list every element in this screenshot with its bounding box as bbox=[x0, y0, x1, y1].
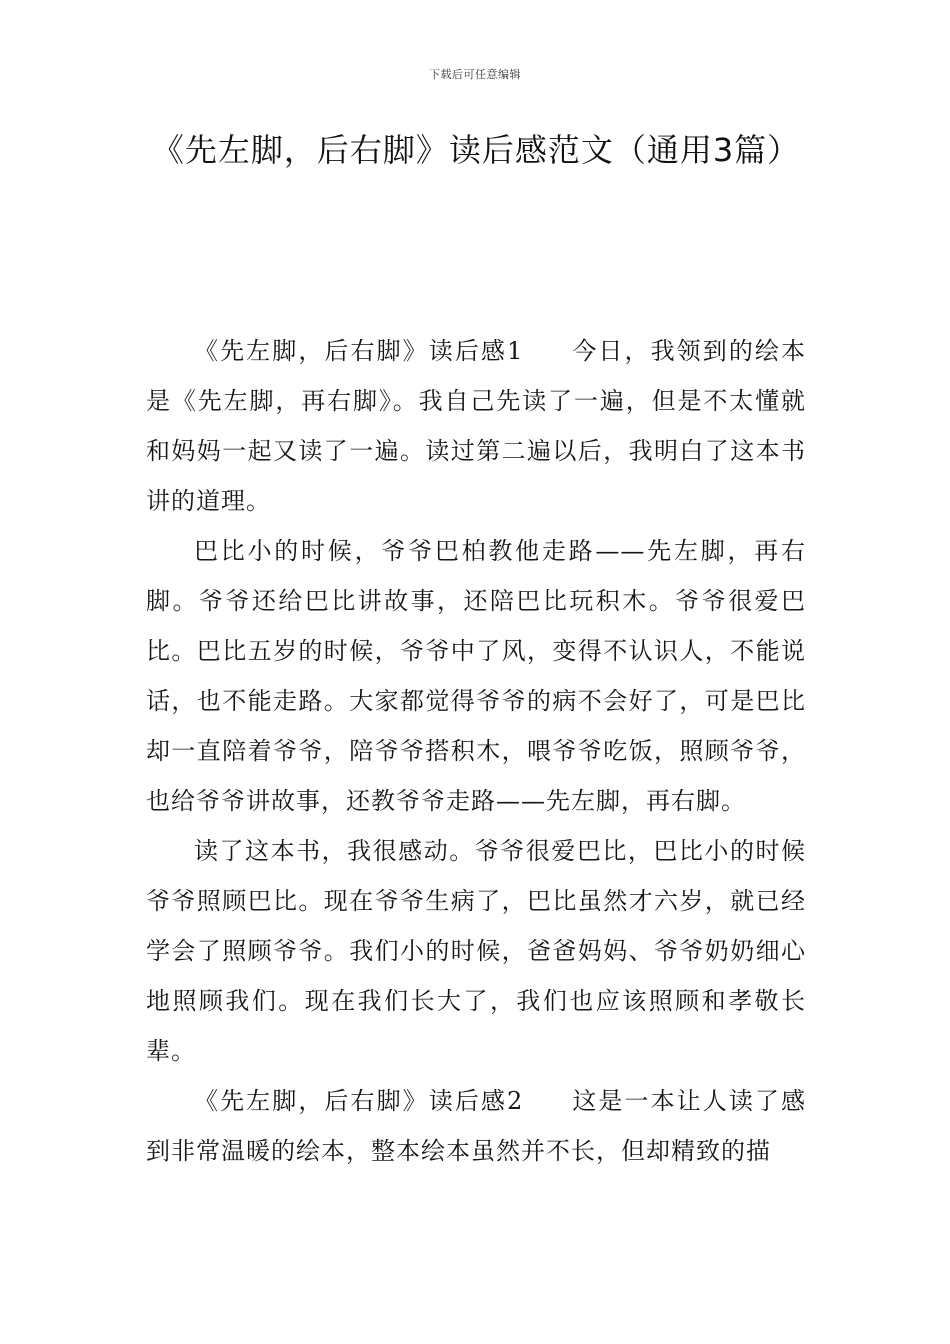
document-body bbox=[146, 326, 806, 1176]
paragraph-text: 今日，我领到的绘本是《先左脚，再右脚》。我自己先读了一遍，但是不太懂就和妈妈一起又读了一遍。读过第二遍以后，我明白了这本书讲的道理。 bbox=[146, 337, 807, 515]
section-heading: 《先左脚，后右脚》读后感2 bbox=[194, 1087, 524, 1115]
body-paragraph bbox=[146, 326, 806, 526]
body-paragraph bbox=[146, 526, 806, 826]
section-heading: 《先左脚，后右脚》读后感1 bbox=[194, 337, 524, 365]
header-note: 下载后可任意编辑 bbox=[429, 68, 521, 81]
paragraph-text: 读了这本书，我很感动。爷爷很爱巴比，巴比小的时候爷爷照顾巴比。现在爷爷生病了，巴比虽然才六岁，就已经学会了照顾爷爷。我们小的时候，爸爸妈妈、爷爷奶奶细心地照顾我们。现在我们长大了，我们也应该照顾和孝敬长辈。 bbox=[146, 837, 806, 1065]
document-title: 《先左脚，后右脚》读后感范文（通用3篇） bbox=[151, 131, 801, 169]
body-paragraph bbox=[146, 826, 806, 1076]
paragraph-text: 巴比小的时候，爷爷巴柏教他走路——先左脚，再右脚。爷爷还给巴比讲故事，还陪巴比玩积木。爷爷很爱巴比。巴比五岁的时候，爷爷中了风，变得不认识人，不能说话，也不能走路。大家都觉得爷爷的病不会好了，可是巴比却一直陪着爷爷，陪爷爷搭积木，喂爷爷吃饭，照顾爷爷，也给爷爷讲故事，还教爷爷走路——先左脚，再右脚。 bbox=[146, 537, 806, 815]
body-paragraph bbox=[146, 1076, 806, 1176]
paragraph-text: 这是一本让人读了感到非常温暖的绘本，整本绘本虽然并不长，但却精致的描 bbox=[146, 1087, 807, 1165]
